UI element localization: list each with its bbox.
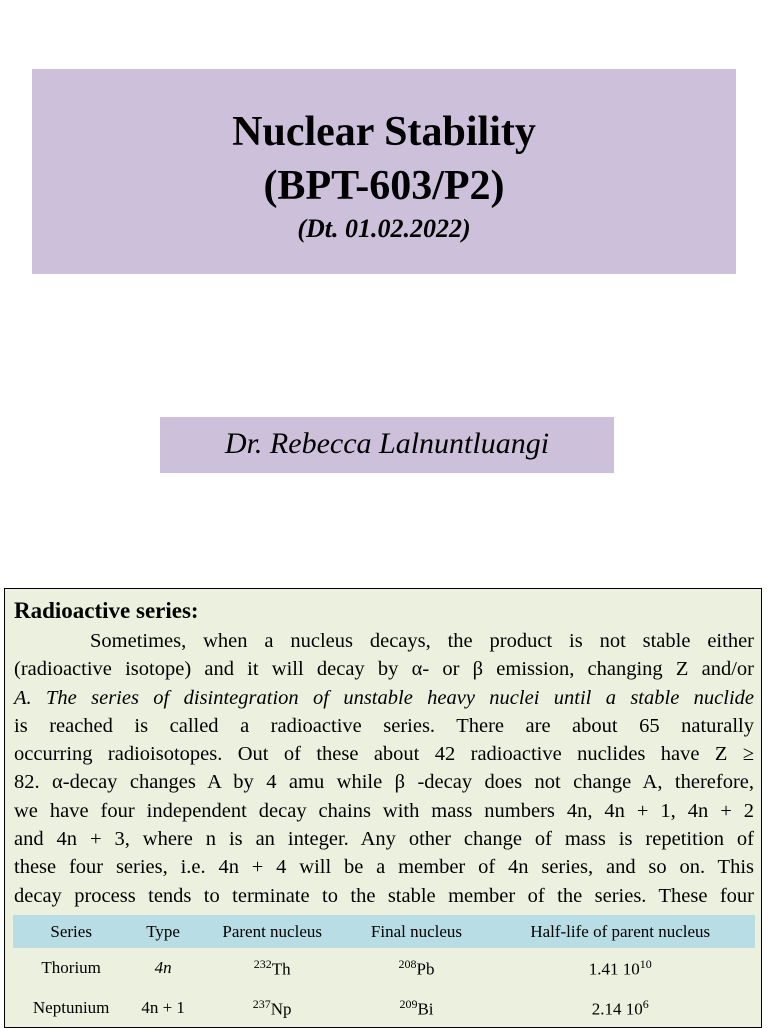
- element-symbol: Bi: [417, 999, 434, 1019]
- paragraph-line: is reached is called a radioactive series. There are about 65 naturally: [14, 714, 754, 737]
- section-heading: Radioactive series:: [14, 598, 199, 623]
- column-header: Series: [13, 915, 129, 948]
- column-header: Type: [129, 915, 197, 948]
- table-row: [13, 948, 755, 988]
- radioactive-series-table: [13, 915, 755, 1028]
- paragraph-line: we have four independent decay chains with mass numbers 4n, 4n + 1, 4n + 2: [14, 799, 754, 822]
- paragraph-line: these four series, i.e. 4n + 4 will be a member of 4n series, and so on. This: [14, 856, 754, 879]
- slide-title: Nuclear Stability: [232, 109, 536, 155]
- mass-number: 237: [252, 996, 271, 1011]
- table-header-row: [13, 915, 755, 948]
- element-symbol: Np: [270, 999, 292, 1019]
- element-symbol: Pb: [416, 959, 435, 979]
- half-life: [485, 948, 755, 988]
- paragraph-line: occurring radioisotopes. Out of these about 42 radioactive nuclides have Z ≥: [14, 743, 754, 766]
- radioactive-series-slide: [4, 588, 762, 1028]
- column-header: Half-life of parent nucleus: [485, 915, 755, 948]
- paragraph-line: 82. α-decay changes A by 4 amu while β -decay does not change A, therefore,: [14, 771, 754, 794]
- mass-number: 208: [398, 956, 417, 971]
- lecture-date: (Dt. 01.02.2022): [297, 214, 471, 243]
- mass-number: 209: [399, 996, 418, 1011]
- final-nucleus: [347, 988, 485, 1028]
- series-name: Thorium: [41, 958, 101, 977]
- paragraph-line: and 4n + 3, where n is an integer. Any other change of mass is repetition of: [14, 828, 754, 851]
- parent-nucleus: [197, 948, 348, 988]
- half-life: [485, 988, 755, 1028]
- paragraph-line: A. The series of disintegration of unstable heavy nuclei until a stable nuclide: [14, 686, 754, 709]
- series-name: Neptunium: [32, 998, 110, 1017]
- half-life-exponent: 10: [639, 956, 652, 971]
- title-banner: [32, 69, 736, 274]
- half-life-mantissa: 2.14 10: [591, 999, 643, 1019]
- table-row: [13, 988, 755, 1028]
- author-name: Dr. Rebecca Lalnuntluangi: [160, 417, 614, 473]
- half-life-mantissa: 1.41 10: [588, 959, 640, 979]
- column-header: Parent nucleus: [197, 915, 348, 948]
- column-header: Final nucleus: [347, 915, 485, 948]
- paragraph-line: (radioactive isotope) and it will decay by α- or β emission, changing Z and/or: [14, 658, 754, 681]
- half-life-exponent: 6: [642, 996, 649, 1011]
- series-type: 4n: [154, 958, 172, 977]
- body-paragraph: [14, 627, 754, 910]
- series-type: 4n + 1: [141, 998, 185, 1017]
- parent-nucleus: [197, 988, 348, 1028]
- course-code: (BPT-603/P2): [263, 163, 505, 209]
- element-symbol: Th: [271, 959, 291, 979]
- paragraph-line: Sometimes, when a nucleus decays, the product is not stable either: [90, 630, 754, 652]
- mass-number: 232: [253, 956, 272, 971]
- final-nucleus: [347, 948, 485, 988]
- paragraph-line: decay process tends to terminate to the stable member of the series. These four: [14, 884, 754, 907]
